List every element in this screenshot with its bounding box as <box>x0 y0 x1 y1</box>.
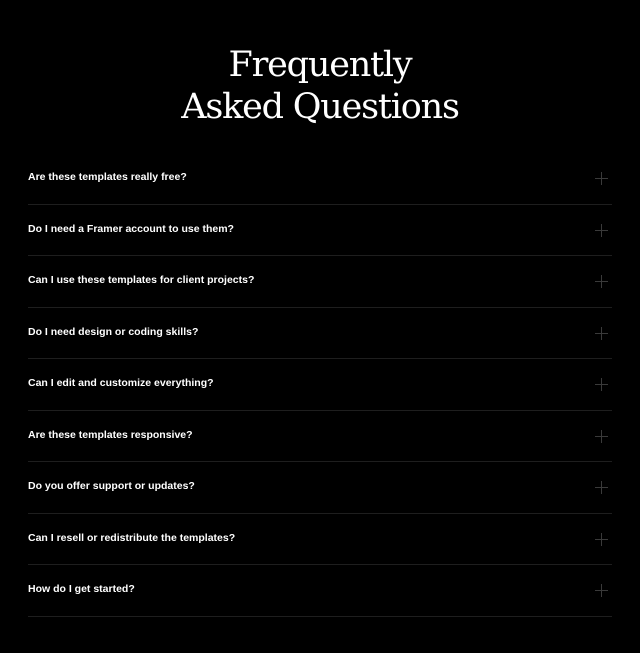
faq-item-skills[interactable] <box>28 308 612 360</box>
faq-question: Do I need design or coding skills? <box>28 325 199 338</box>
faq-item-resell[interactable] <box>28 514 612 566</box>
faq-item-customize[interactable] <box>28 359 612 411</box>
faq-question: Can I resell or redistribute the templates? <box>28 531 236 544</box>
faq-question: Are these templates responsive? <box>28 428 193 441</box>
plus-icon[interactable] <box>595 275 608 288</box>
faq-question: Do you offer support or updates? <box>28 480 195 492</box>
faq-question: Are these templates really free? <box>28 171 187 183</box>
plus-icon[interactable] <box>595 430 608 443</box>
faq-item-framer-account[interactable] <box>28 205 612 257</box>
plus-icon[interactable] <box>595 327 608 340</box>
faq-question: Do I need a Framer account to use them? <box>28 222 234 235</box>
plus-icon[interactable] <box>595 584 608 597</box>
page-title-line-1: Frequently <box>228 45 412 85</box>
plus-icon[interactable] <box>595 378 608 391</box>
plus-icon[interactable] <box>595 224 608 237</box>
plus-icon[interactable] <box>595 481 608 494</box>
faq-item-support[interactable] <box>28 462 612 514</box>
page-title-line-2: Asked Questions <box>181 87 459 127</box>
faq-question: Can I use these templates for client projects? <box>28 274 255 286</box>
plus-icon[interactable] <box>595 533 608 546</box>
plus-icon[interactable] <box>595 172 608 185</box>
faq-question: Can I edit and customize everything? <box>28 377 214 389</box>
faq-question: How do I get started? <box>28 583 135 595</box>
faq-list <box>28 153 612 617</box>
faq-item-responsive[interactable] <box>28 411 612 463</box>
page-title <box>0 44 640 128</box>
faq-item-client-projects[interactable] <box>28 256 612 308</box>
faq-item-free[interactable] <box>28 153 612 205</box>
faq-item-get-started[interactable] <box>28 565 612 617</box>
